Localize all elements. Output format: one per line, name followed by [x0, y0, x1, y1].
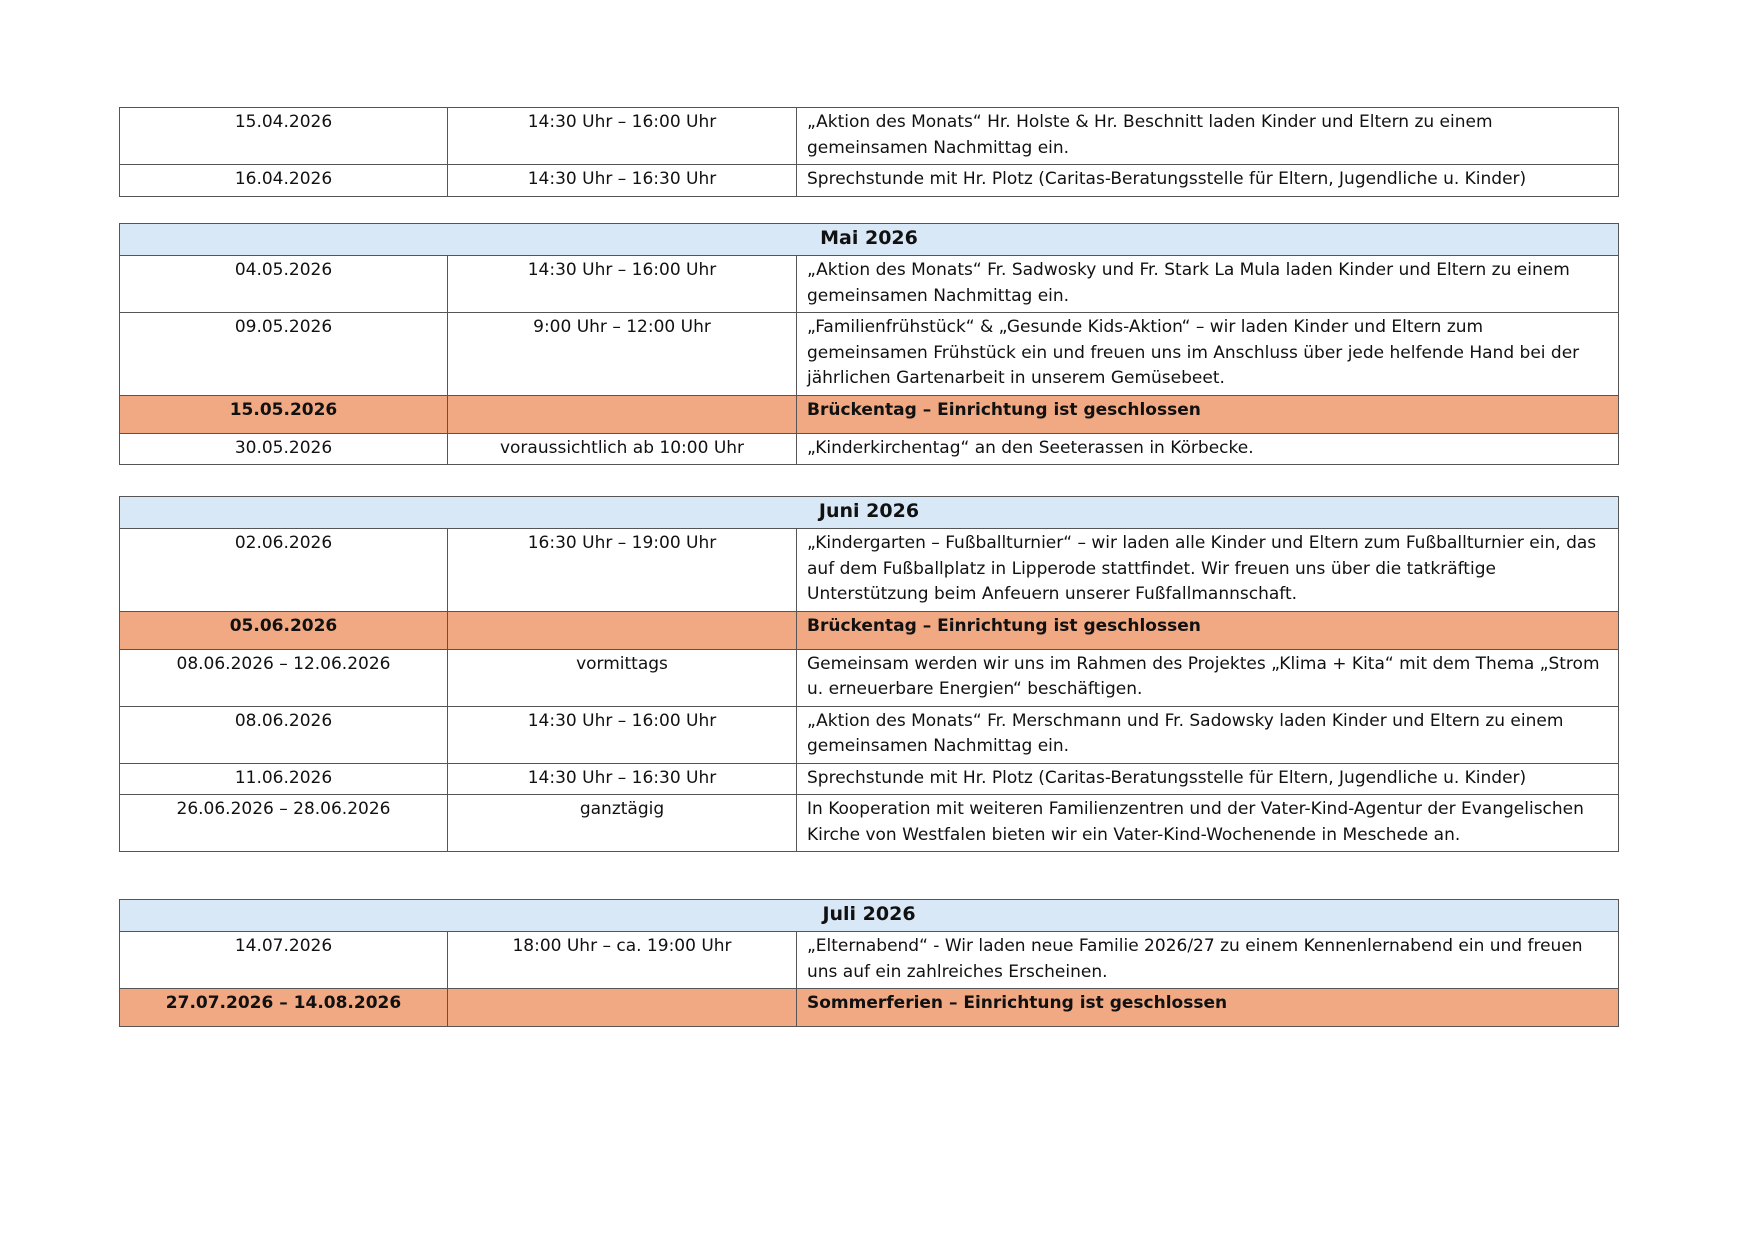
event-description: Sprechstunde mit Hr. Plotz (Caritas-Beratungsstelle für Eltern, Jugendliche u. Kinder): [797, 165, 1619, 197]
table-row: [120, 165, 1619, 197]
event-time: 18:00 Uhr – ca. 19:00 Uhr: [448, 932, 797, 989]
event-time: 9:00 Uhr – 12:00 Uhr: [448, 313, 797, 396]
schedule-table-mai: [119, 223, 1619, 465]
event-date: 15.05.2026: [120, 395, 448, 433]
event-description: „Aktion des Monats“ Fr. Merschmann und Fr. Sadowsky laden Kinder und Eltern zu einem gemeinsamen Nachmittag ein.: [797, 706, 1619, 763]
table-row: [120, 706, 1619, 763]
table-row: [120, 433, 1619, 465]
event-date: 02.06.2026: [120, 529, 448, 612]
event-time: vormittags: [448, 649, 797, 706]
event-description: „Elternabend“ - Wir laden neue Familie 2026/27 zu einem Kennenlernabend ein und freuen uns auf ein zahlreiches Erscheinen.: [797, 932, 1619, 989]
event-time: 14:30 Uhr – 16:30 Uhr: [448, 763, 797, 795]
closed-day-row: [120, 395, 1619, 433]
table-row: [120, 313, 1619, 396]
event-date: 08.06.2026: [120, 706, 448, 763]
schedule-table-april: [119, 107, 1619, 197]
event-time: [448, 395, 797, 433]
event-time: 14:30 Uhr – 16:00 Uhr: [448, 108, 797, 165]
month-header-row: [120, 497, 1619, 529]
table-row: [120, 108, 1619, 165]
month-header-row: [120, 900, 1619, 932]
event-date: 08.06.2026 – 12.06.2026: [120, 649, 448, 706]
event-description: Sprechstunde mit Hr. Plotz (Caritas-Beratungsstelle für Eltern, Jugendliche u. Kinder): [797, 763, 1619, 795]
table-row: [120, 795, 1619, 852]
event-date: 04.05.2026: [120, 256, 448, 313]
event-description: „Aktion des Monats“ Fr. Sadwosky und Fr. Stark La Mula laden Kinder und Eltern zu einem gemeinsamen Nachmittag ein.: [797, 256, 1619, 313]
event-time: [448, 989, 797, 1027]
month-heading: Juni 2026: [120, 497, 1619, 529]
event-date: 16.04.2026: [120, 165, 448, 197]
event-description: „Aktion des Monats“ Hr. Holste & Hr. Beschnitt laden Kinder und Eltern zu einem gemeinsamen Nachmittag ein.: [797, 108, 1619, 165]
event-date: 11.06.2026: [120, 763, 448, 795]
event-date: 05.06.2026: [120, 611, 448, 649]
table-row: [120, 256, 1619, 313]
event-time: 16:30 Uhr – 19:00 Uhr: [448, 529, 797, 612]
table-row: [120, 763, 1619, 795]
event-description: In Kooperation mit weiteren Familienzentren und der Vater-Kind-Agentur der Evangelischen Kirche von Westfalen bieten wir ein Vater-Kind-Wochenende in Meschede an.: [797, 795, 1619, 852]
event-time: voraussichtlich ab 10:00 Uhr: [448, 433, 797, 465]
event-description: Sommerferien – Einrichtung ist geschlossen: [797, 989, 1619, 1027]
table-row: [120, 529, 1619, 612]
event-description: Brückentag – Einrichtung ist geschlossen: [797, 395, 1619, 433]
schedule-table-juli: [119, 899, 1619, 1027]
closed-day-row: [120, 611, 1619, 649]
event-time: ganztägig: [448, 795, 797, 852]
event-description: Brückentag – Einrichtung ist geschlossen: [797, 611, 1619, 649]
month-heading: Mai 2026: [120, 224, 1619, 256]
event-description: „Kinderkirchentag“ an den Seeterassen in Körbecke.: [797, 433, 1619, 465]
table-row: [120, 649, 1619, 706]
event-time: [448, 611, 797, 649]
event-date: 27.07.2026 – 14.08.2026: [120, 989, 448, 1027]
event-date: 30.05.2026: [120, 433, 448, 465]
table-row: [120, 932, 1619, 989]
event-date: 15.04.2026: [120, 108, 448, 165]
event-date: 26.06.2026 – 28.06.2026: [120, 795, 448, 852]
event-time: 14:30 Uhr – 16:30 Uhr: [448, 165, 797, 197]
schedule-table-juni: [119, 496, 1619, 852]
closed-day-row: [120, 989, 1619, 1027]
event-date: 14.07.2026: [120, 932, 448, 989]
month-heading: Juli 2026: [120, 900, 1619, 932]
event-description: Gemeinsam werden wir uns im Rahmen des Projektes „Klima + Kita“ mit dem Thema „Strom u. erneuerbare Energien“ beschäftigen.: [797, 649, 1619, 706]
event-time: 14:30 Uhr – 16:00 Uhr: [448, 706, 797, 763]
event-time: 14:30 Uhr – 16:00 Uhr: [448, 256, 797, 313]
event-description: „Familienfrühstück“ & „Gesunde Kids-Aktion“ – wir laden Kinder und Eltern zum gemeinsamen Frühstück ein und freuen uns im Anschluss über jede helfende Hand bei der jährlichen Gartenarbeit in unserem Gemüsebeet.: [797, 313, 1619, 396]
event-date: 09.05.2026: [120, 313, 448, 396]
month-header-row: [120, 224, 1619, 256]
event-description: „Kindergarten – Fußballturnier“ – wir laden alle Kinder und Eltern zum Fußballturnier ein, das auf dem Fußballplatz in Lipperode stattfindet. Wir freuen uns über die tatkräftige Unterstützung beim Anfeuern unserer Fußfallmannschaft.: [797, 529, 1619, 612]
